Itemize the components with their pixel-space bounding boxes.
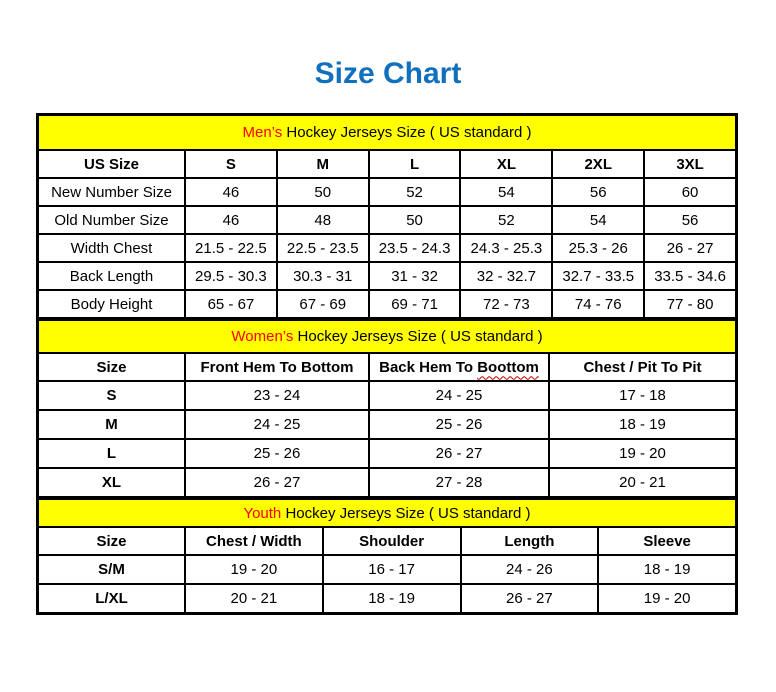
row-label: L	[38, 439, 185, 468]
cell: 17 - 18	[549, 381, 736, 410]
youth-header-row	[38, 527, 736, 555]
row-label: S/M	[38, 555, 185, 584]
row-label: Back Length	[38, 262, 185, 290]
row-label: Old Number Size	[38, 206, 185, 234]
row-label: S	[38, 381, 185, 410]
cell: 54	[552, 206, 644, 234]
table-row	[38, 584, 736, 613]
cell: 18 - 19	[323, 584, 461, 613]
cell: 69 - 71	[369, 290, 461, 318]
youth-banner-highlight: Youth	[243, 504, 282, 522]
table-row	[38, 410, 736, 439]
row-label: L/XL	[38, 584, 185, 613]
cell: 52	[369, 178, 461, 206]
row-label: XL	[38, 468, 185, 497]
mens-section-banner	[38, 115, 736, 150]
spellcheck-underlined-word: Boottom	[477, 358, 539, 376]
cell: 32.7 - 33.5	[552, 262, 644, 290]
cell: 27 - 28	[369, 468, 549, 497]
cell: 72 - 73	[460, 290, 552, 318]
cell: 24 - 25	[185, 410, 369, 439]
column-header: Chest / Width	[185, 527, 323, 555]
cell: 50	[369, 206, 461, 234]
womens-banner-highlight: Women’s	[231, 328, 294, 345]
column-header: Front Hem To Bottom	[185, 353, 369, 381]
row-label: Body Height	[38, 290, 185, 318]
womens-size-table	[37, 319, 737, 498]
cell: 18 - 19	[598, 555, 736, 584]
cell: 32 - 32.7	[460, 262, 552, 290]
mens-size-table	[37, 114, 737, 319]
cell: 33.5 - 34.6	[644, 262, 736, 290]
cell: 18 - 19	[549, 410, 736, 439]
table-row	[38, 468, 736, 497]
cell: 26 - 27	[461, 584, 599, 613]
cell: 24 - 26	[461, 555, 599, 584]
table-row	[38, 290, 736, 318]
cell: 46	[185, 178, 277, 206]
column-header: Size	[38, 527, 185, 555]
table-row	[38, 178, 736, 206]
youth-section-banner	[38, 499, 736, 527]
youth-size-table	[37, 498, 737, 614]
column-header: Sleeve	[598, 527, 736, 555]
size-chart-container	[36, 113, 738, 615]
column-header: 2XL	[552, 150, 644, 178]
mens-banner-row	[38, 115, 736, 150]
row-label: New Number Size	[38, 178, 185, 206]
column-header: US Size	[38, 150, 185, 178]
table-row	[38, 381, 736, 410]
column-header: XL	[460, 150, 552, 178]
header-text: Back Hem To	[379, 358, 478, 376]
column-header: Size	[38, 353, 185, 381]
cell: 19 - 20	[549, 439, 736, 468]
cell: 77 - 80	[644, 290, 736, 318]
cell: 26 - 27	[644, 234, 736, 262]
womens-header-row	[38, 353, 736, 381]
cell: 56	[644, 206, 736, 234]
column-header: M	[277, 150, 369, 178]
cell: 26 - 27	[369, 439, 549, 468]
mens-banner-highlight: Men’s	[242, 124, 283, 141]
cell: 23.5 - 24.3	[369, 234, 461, 262]
row-label: Width Chest	[38, 234, 185, 262]
cell: 23 - 24	[185, 381, 369, 410]
page-title: Size Chart	[314, 57, 462, 90]
cell: 29.5 - 30.3	[185, 262, 277, 290]
cell: 19 - 20	[185, 555, 323, 584]
cell: 48	[277, 206, 369, 234]
cell: 74 - 76	[552, 290, 644, 318]
mens-banner-text: Hockey Jerseys Size ( US standard )	[282, 124, 532, 141]
cell: 20 - 21	[549, 468, 736, 497]
cell: 50	[277, 178, 369, 206]
cell: 67 - 69	[277, 290, 369, 318]
youth-banner-text: Hockey Jerseys Size ( US standard )	[281, 504, 531, 522]
column-header: 3XL	[644, 150, 736, 178]
table-row	[38, 555, 736, 584]
cell: 56	[552, 178, 644, 206]
mens-header-row	[38, 150, 736, 178]
cell: 21.5 - 22.5	[185, 234, 277, 262]
youth-banner-row	[38, 499, 736, 527]
cell: 19 - 20	[598, 584, 736, 613]
cell: 54	[460, 178, 552, 206]
column-header-misspelled	[369, 353, 549, 381]
cell: 25.3 - 26	[552, 234, 644, 262]
table-row	[38, 262, 736, 290]
cell: 30.3 - 31	[277, 262, 369, 290]
table-row	[38, 234, 736, 262]
cell: 25 - 26	[369, 410, 549, 439]
column-header: Chest / Pit To Pit	[549, 353, 736, 381]
cell: 20 - 21	[185, 584, 323, 613]
column-header: Shoulder	[323, 527, 461, 555]
cell: 22.5 - 23.5	[277, 234, 369, 262]
cell: 24 - 25	[369, 381, 549, 410]
cell: 60	[644, 178, 736, 206]
womens-section-banner	[38, 320, 736, 353]
cell: 25 - 26	[185, 439, 369, 468]
cell: 46	[185, 206, 277, 234]
table-row	[38, 439, 736, 468]
cell: 26 - 27	[185, 468, 369, 497]
womens-banner-row	[38, 320, 736, 353]
cell: 52	[460, 206, 552, 234]
womens-banner-text: Hockey Jerseys Size ( US standard )	[293, 328, 543, 345]
column-header: Length	[461, 527, 599, 555]
column-header: L	[369, 150, 461, 178]
cell: 65 - 67	[185, 290, 277, 318]
table-row	[38, 206, 736, 234]
row-label: M	[38, 410, 185, 439]
cell: 24.3 - 25.3	[460, 234, 552, 262]
cell: 16 - 17	[323, 555, 461, 584]
cell: 31 - 32	[369, 262, 461, 290]
column-header: S	[185, 150, 277, 178]
